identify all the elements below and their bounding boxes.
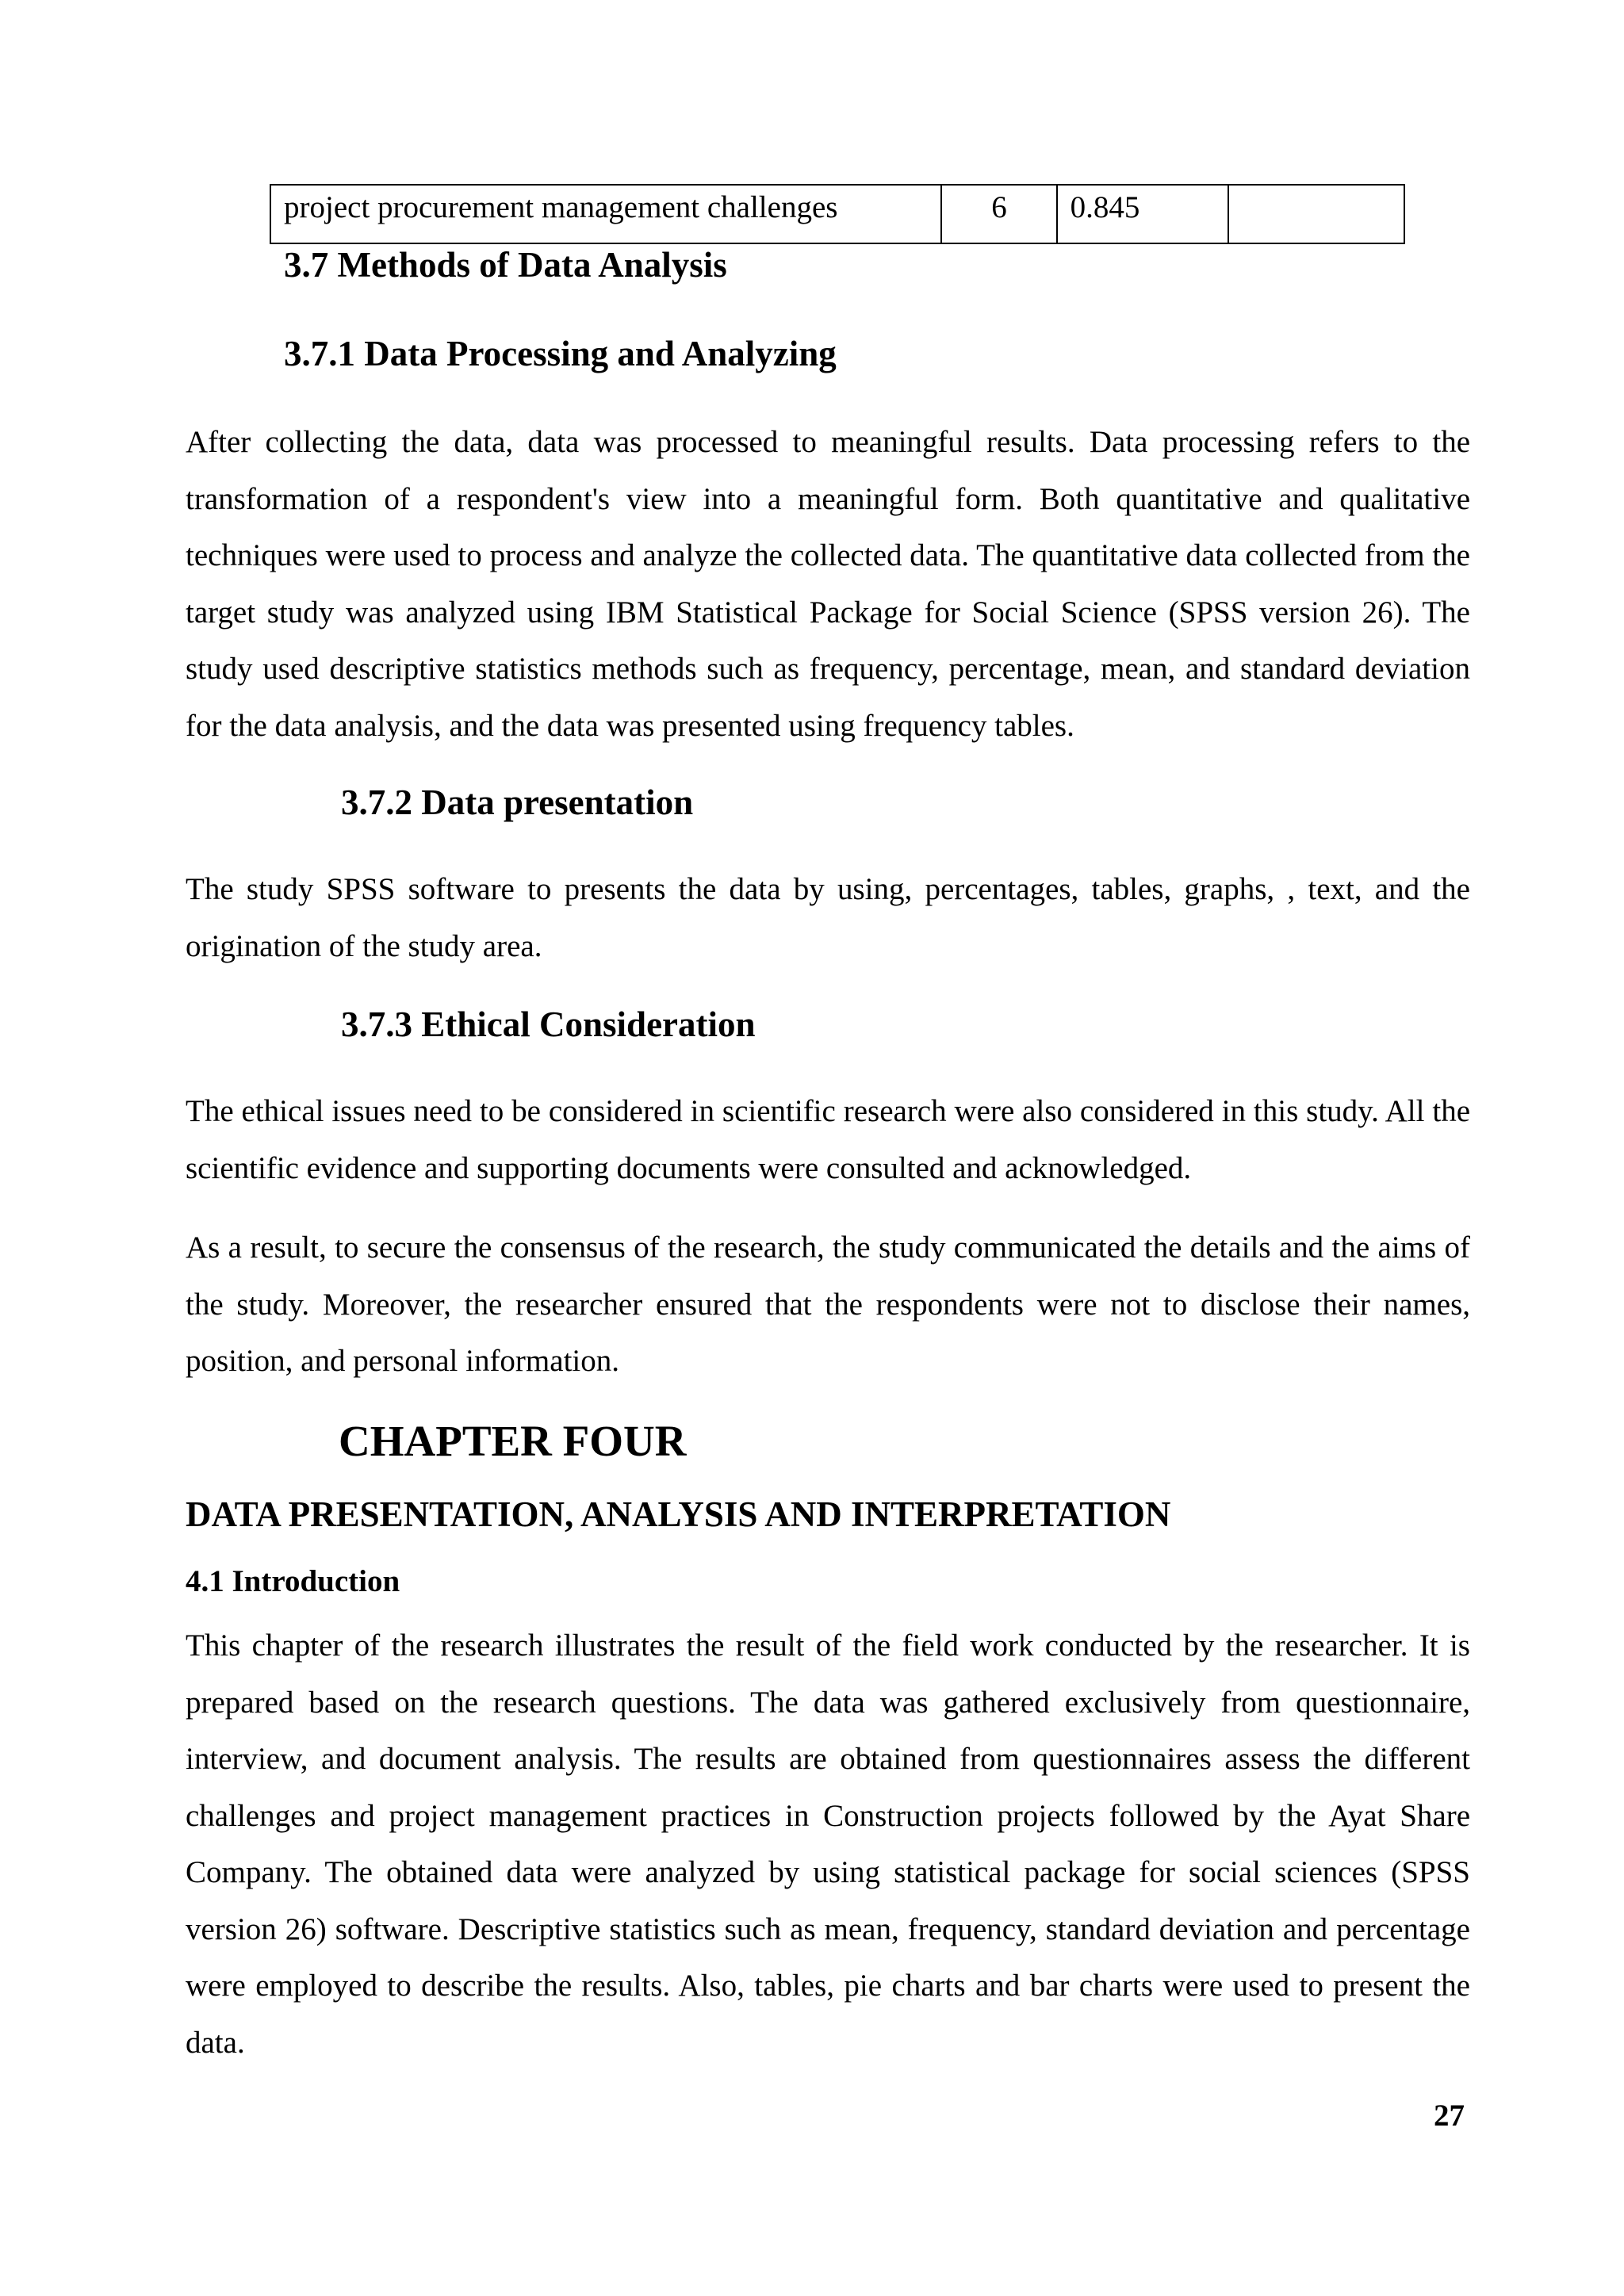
table-row xyxy=(270,185,1404,243)
paragraph-ethical-2: As a result, to secure the consensus of the research, the study communicated the details and the aims of the study. Moreover, the researcher ensured that the respondents were not to disclose their names, position, and personal information. xyxy=(186,1230,1470,1378)
chapter-title: CHAPTER FOUR xyxy=(339,1417,687,1465)
section-heading-3-7-3: 3.7.3 Ethical Consideration xyxy=(341,1004,756,1044)
reliability-table-fragment xyxy=(270,184,1405,244)
paragraph-ethical-1: The ethical issues need to be considered in scientific research were also considered in this study. All the scientific evidence and supporting documents were consulted and acknowledged. xyxy=(186,1094,1470,1185)
table-cell-alpha: 0.845 xyxy=(1057,185,1228,243)
chapter-subtitle: DATA PRESENTATION, ANALYSIS AND INTERPRETATION xyxy=(186,1494,1171,1534)
table-cell-items: 6 xyxy=(941,185,1056,243)
table-cell-variable: project procurement management challenges xyxy=(270,185,941,243)
paragraph-data-processing: After collecting the data, data was processed to meaningful results. Data processing refers to the transformation of a respondent's view into a meaningful form. Both quantitative and qualitative techniques were used to process and analyze the collected data. The quantitative data collected from the target study was analyzed using IBM Statistical Package for Social Science (SPSS version 26). The study used descriptive statistics methods such as frequency, percentage, mean, and standard deviation for the data analysis, and the data was presented using frequency tables. xyxy=(186,425,1470,743)
section-heading-4-1: 4.1 Introduction xyxy=(186,1564,400,1598)
paragraph-data-presentation: The study SPSS software to presents the data by using, percentages, tables, graphs, , text, and the origination of the study area. xyxy=(186,872,1470,963)
section-heading-3-7: 3.7 Methods of Data Analysis xyxy=(284,245,727,285)
section-heading-3-7-1: 3.7.1 Data Processing and Analyzing xyxy=(284,334,837,373)
section-heading-3-7-2: 3.7.2 Data presentation xyxy=(341,783,694,822)
page-number: 27 xyxy=(1434,2099,1465,2133)
paragraph-introduction: This chapter of the research illustrates the result of the field work conducted by the researcher. It is prepared based on the research questions. The data was gathered exclusively from questionnaire, interview, and document analysis. The results are obtained from questionnaires assess the different challenges and project management practices in Construction projects followed by the Ayat Share Company. The obtained data were analyzed by using statistical package for social sciences (SPSS version 26) software. Descriptive statistics such as mean, frequency, standard deviation and percentage were employed to describe the results. Also, tables, pie charts and bar charts were used to present the data. xyxy=(186,1628,1470,2060)
table-cell-remark xyxy=(1228,185,1404,243)
